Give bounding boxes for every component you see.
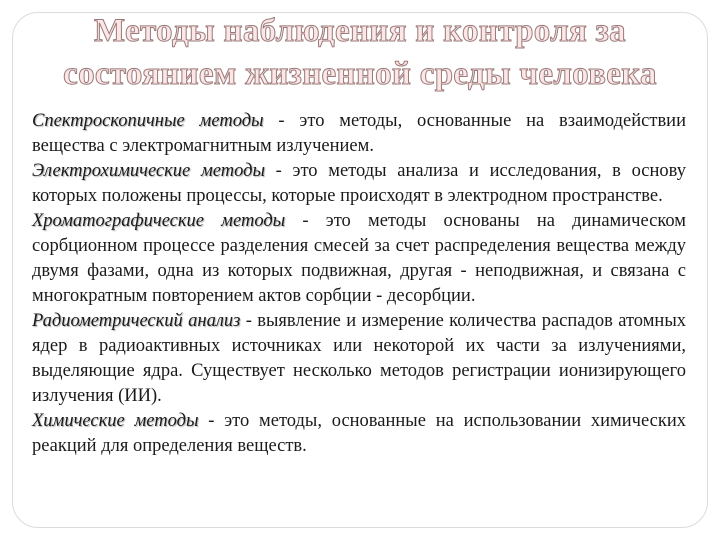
method-definition: - выявление и измерение количества распадов атомных ядер в радиоактивных источниках или некоторой их части за излучениями, выделяющие ядра. Существует несколько методов регистрации ионизирующего излучения (ИИ). bbox=[32, 311, 686, 406]
method-paragraph-chemical bbox=[32, 409, 686, 459]
slide-title: Методы наблюдения и контроля за состоянием жизненной среды человека bbox=[63, 13, 657, 92]
method-term: Химические методы bbox=[32, 411, 199, 431]
method-definition: - это методы основаны на динамическом сорбционном процессе разделения смесей за счет распределения вещества между двумя фазами, одна из которых подвижная, другая - неподвижная, и связана с многократным повторением актов сорбции - десорбции. bbox=[32, 211, 686, 306]
method-term: Спектроскопичные методы bbox=[32, 111, 264, 131]
method-paragraph-electrochemical bbox=[32, 159, 686, 209]
method-term: Радиометрический анализ bbox=[32, 311, 241, 331]
method-paragraph-spectroscopic bbox=[32, 109, 686, 159]
method-paragraph-chromatographic bbox=[32, 209, 686, 309]
methods-text bbox=[32, 109, 686, 459]
method-definition: - это методы анализа и исследования, в основу которых положены процессы, которые происходят в электродном пространстве. bbox=[32, 161, 686, 206]
method-definition: - это методы, основанные на использовании химических реакций для определения веществ. bbox=[32, 411, 686, 456]
method-paragraph-radiometric bbox=[32, 309, 686, 409]
method-term: Хроматографические методы bbox=[32, 211, 286, 231]
method-term: Электрохимические методы bbox=[32, 161, 265, 181]
method-definition: - это методы, основанные на взаимодействии вещества с электромагнитным излучением. bbox=[32, 111, 686, 156]
